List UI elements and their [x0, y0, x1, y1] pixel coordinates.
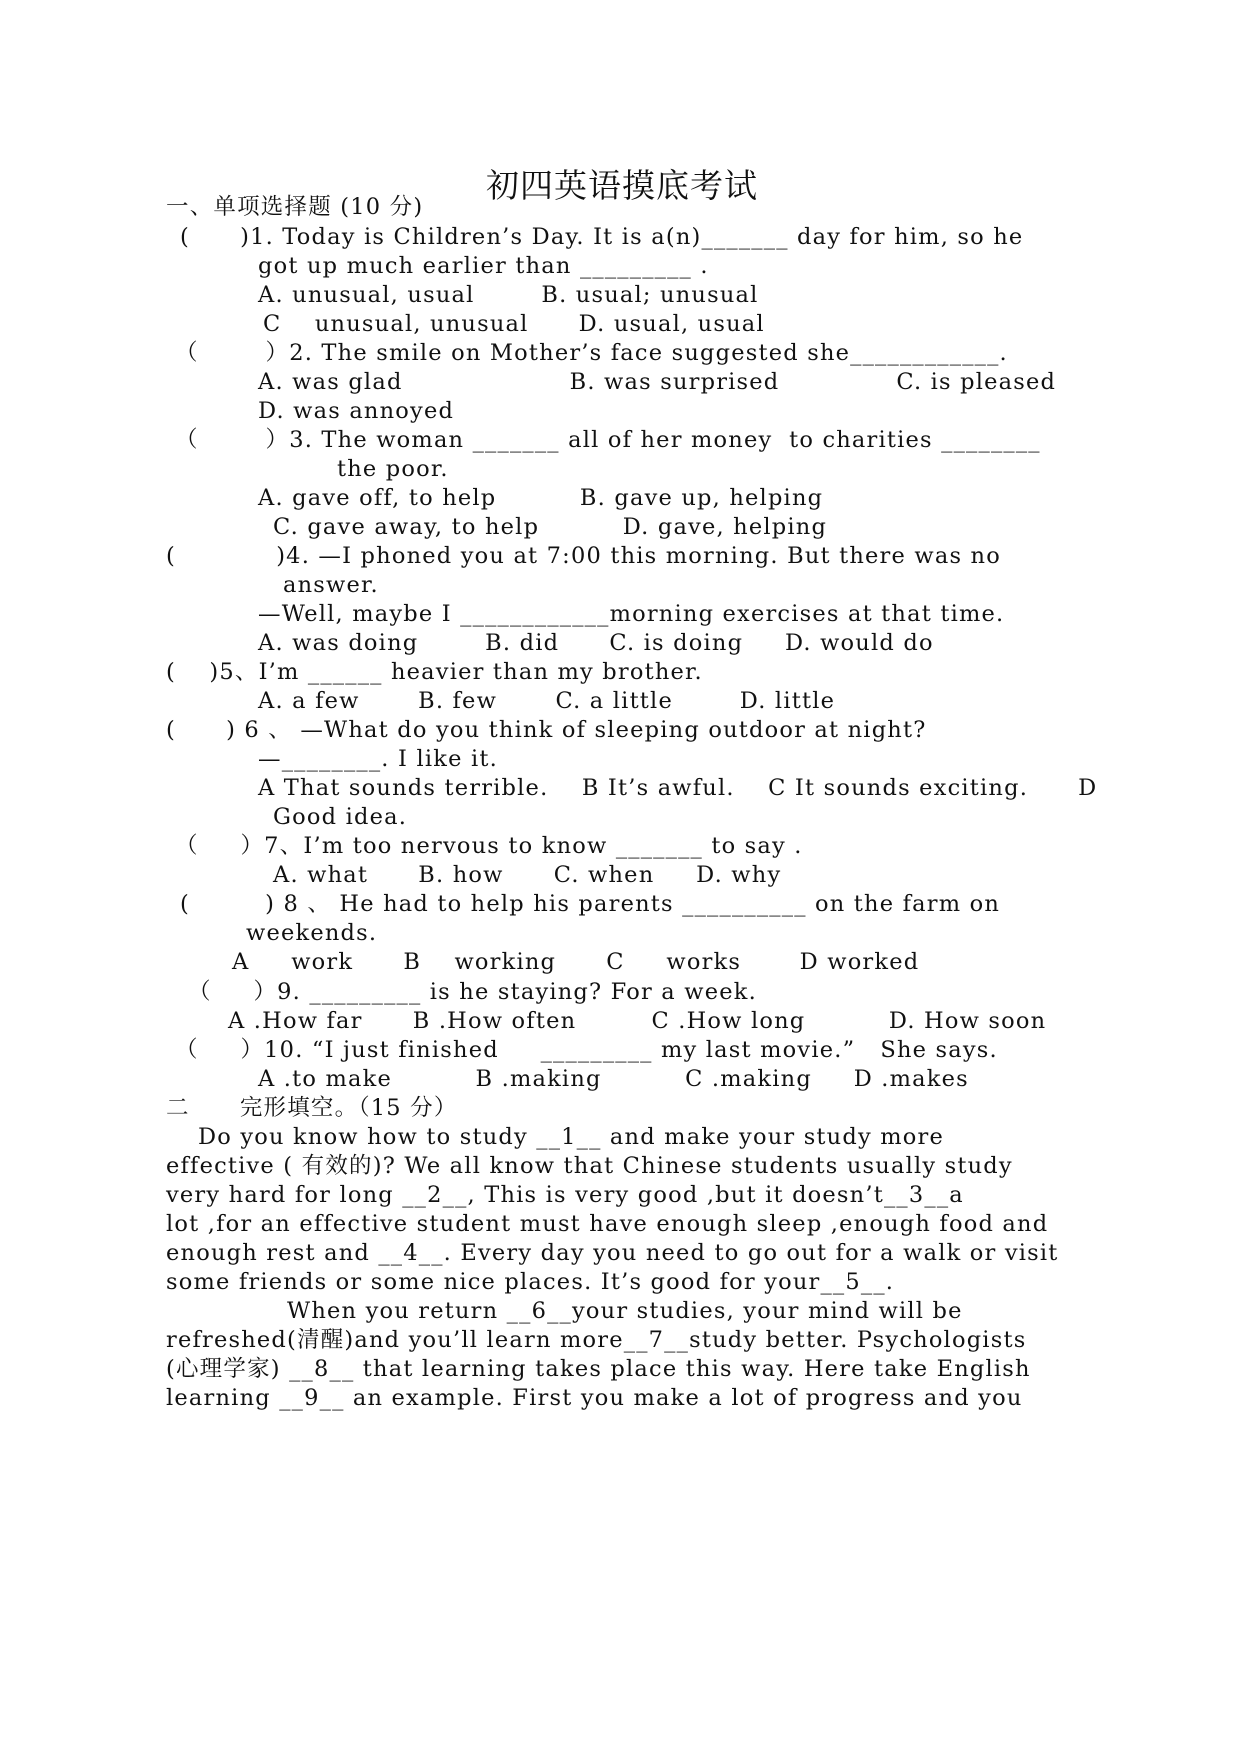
passage-line: learning __9__ an example. First you make a lot of progress and you — [166, 1385, 1023, 1411]
question-2-options-2: D. was annoyed — [258, 398, 455, 424]
question-1-line-2: got up much earlier than _________ . — [258, 253, 709, 279]
question-5-line-1: ( )5、I’m ______ heavier than my brother. — [166, 659, 703, 685]
question-4-line-3: —Well, maybe I ____________morning exercises at that time. — [258, 601, 1005, 627]
passage-line: enough rest and __4__. Every day you need to go out for a walk or visit — [166, 1240, 1059, 1266]
question-5-options-1: A. a few B. few C. a little D. little — [258, 688, 836, 714]
question-10-options-1: A .to make B .making C .making D .makes — [258, 1066, 969, 1092]
question-7-options-1: A. what B. how C. when D. why — [273, 862, 782, 888]
question-7-line-1: （ ）7、I’m too nervous to know _______ to say . — [175, 833, 803, 859]
question-3-options-1: A. gave off, to help B. gave up, helping — [258, 485, 824, 511]
question-2-line-1: （ ）2. The smile on Mother’s face suggested she____________. — [175, 340, 1008, 366]
passage-line: When you return __6__your studies, your mind will be — [287, 1298, 963, 1324]
passage-line: some friends or some nice places. It’s good for your__5__. — [166, 1269, 895, 1295]
passage-line: (心理学家) __8__ that learning takes place this way. Here take English — [166, 1356, 1031, 1382]
passage-line: very hard for long __2__, This is very good ,but it doesn’t__3__a — [166, 1182, 964, 1208]
question-3-line-2: the poor. — [337, 456, 449, 482]
question-6-line-2: —________. I like it. — [258, 746, 498, 772]
question-1-line-1: ( )1. Today is Children’s Day. It is a(n)_______ day for him, so he — [180, 224, 1024, 250]
question-4-options-1: A. was doing B. did C. is doing D. would do — [258, 630, 934, 656]
page-title: 初四英语摸底考试 — [486, 166, 758, 205]
passage-line: lot ,for an effective student must have enough sleep ,enough food and — [166, 1211, 1049, 1237]
question-8-options-1: A work B working C works D worked — [232, 949, 920, 975]
question-3-line-1: （ ）3. The woman _______ all of her money to charities ________ — [175, 427, 1041, 453]
question-9-line-1: （ ）9. _________ is he staying? For a week. — [188, 979, 757, 1005]
question-2-options-1: A. was glad B. was surprised C. is pleased — [258, 369, 1057, 395]
question-3-options-2: C. gave away, to help D. gave, helping — [273, 514, 828, 540]
question-4-line-2: answer. — [283, 572, 379, 598]
question-6-options-1: A That sounds terrible. B It’s awful. C It sounds exciting. D — [258, 775, 1098, 801]
question-9-options-1: A .How far B .How often C .How long D. How soon — [228, 1008, 1047, 1034]
section1-heading: 一、单项选择题 (10 分) — [166, 194, 424, 220]
passage-line: effective ( 有效的)? We all know that Chinese students usually study — [166, 1153, 1013, 1179]
question-10-line-1: （ ）10. “I just finished _________ my last movie.” She says. — [175, 1037, 998, 1063]
question-8-line-1: ( ) 8 、 He had to help his parents __________ on the farm on — [180, 891, 1001, 917]
passage-line: Do you know how to study __1__ and make your study more — [198, 1124, 944, 1150]
question-1-options-2: C unusual, unusual D. usual, usual — [263, 311, 765, 337]
question-6-options-2: Good idea. — [273, 804, 408, 830]
question-4-line-1: ( )4. —I phoned you at 7:00 this morning. But there was no — [166, 543, 1001, 569]
passage-line: refreshed(清醒)and you’ll learn more__7__study better. Psychologists — [166, 1327, 1027, 1353]
section2-heading: 二 完形填空。（15 分） — [166, 1095, 458, 1121]
question-1-options-1: A. unusual, usual B. usual; unusual — [258, 282, 759, 308]
question-8-line-2: weekends. — [246, 920, 378, 946]
question-6-line-1: ( ) 6 、 —What do you think of sleeping outdoor at night? — [166, 717, 927, 743]
